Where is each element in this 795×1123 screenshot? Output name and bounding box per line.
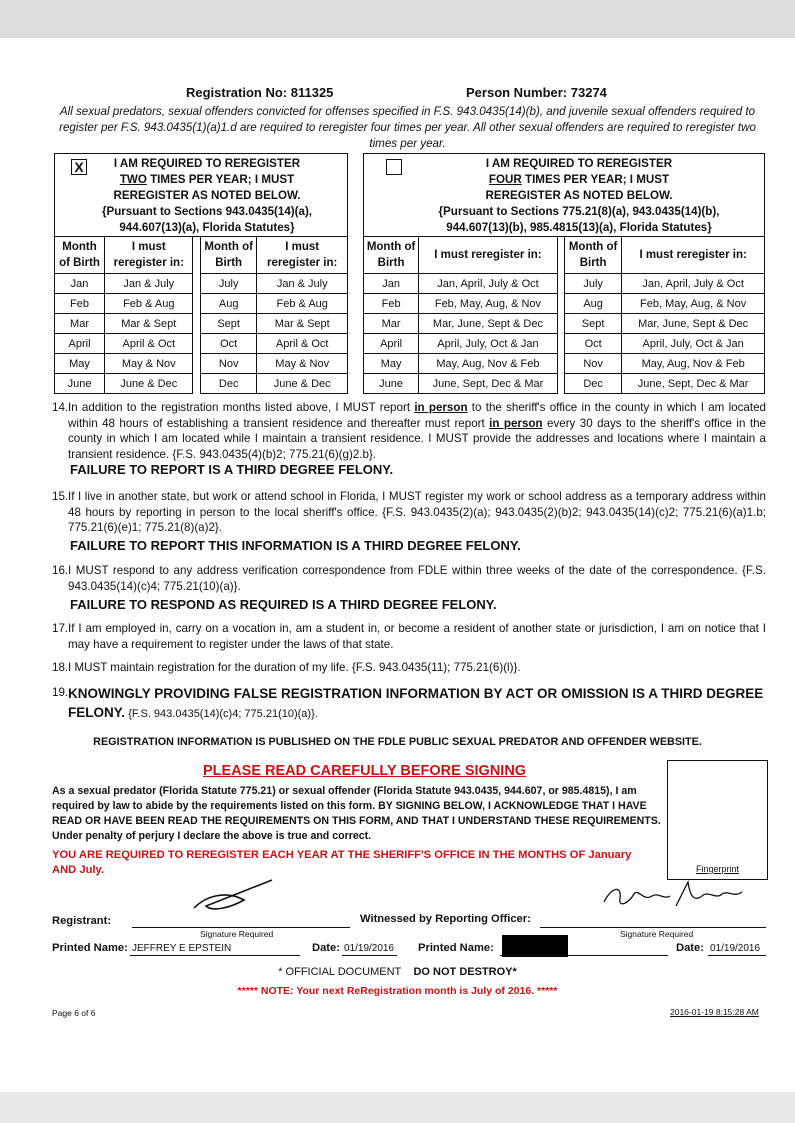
officer-printed-name-label: Printed Name: [418,942,494,954]
page-number: Page 6 of 6 [52,1008,96,1018]
table-cell: April & Oct [105,334,193,354]
item-15: 15. If I live in another state, but work or attend school in Florida, I MUST register my work or school address as a temporary address within 48 hours by reporting in person to the local sheriff's office. {F.S. 943.0435(2)(a); 943.0435(2)(b)2; 943.0435(14)(c)2; 775.21(6)(a)1.b; 775.21(6)(e)1; 775.21(8)(a)2}. [52,490,766,534]
table-cell: Dec [564,374,621,394]
table-cell: Sept [200,314,256,334]
table-cell: Feb [364,294,419,314]
table-cell: Jan, April, July & Oct [622,274,765,294]
officer-date-line [708,955,766,956]
fingerprint-box [667,760,768,880]
scan-bottom-margin [0,1092,795,1123]
table-row [364,334,765,354]
table-header-row [364,237,765,274]
table-cell: April [55,334,105,354]
table-cell: April, July, Oct & Jan [622,334,765,354]
table-row [364,274,765,294]
table-cell [193,334,200,354]
table-cell: Feb & Aug [105,294,193,314]
date-value: 01/19/2016 [344,943,395,954]
col-reregister: I must reregister in: [105,237,193,274]
officer-date-value: 01/19/2016 [710,943,761,954]
acknowledgement-text: As a sexual predator (Florida Statute 775.21) or sexual offender (Florida Statute 943.0435, 944.607, or 985.4815), I am required by law to abide by the requirements listed on this form. BY SIGNING BELOW, I ACKNOWLEDGE THAT I HAVE READ OR HAVE BEEN READ THE REQUIREMENTS ON THIS FORM, AND THAT I UNDERSTAND THESE REQUIREMENTS. Under penalty of perjury I declare the above is true and correct. [52,785,661,842]
table-cell: Oct [564,334,621,354]
printed-name-value: JEFFREY E EPSTEIN [132,943,232,954]
table-cell: Nov [200,354,256,374]
two-times-line1: I AM REQUIRED TO REREGISTER [113,157,301,170]
officer-name-line [500,955,668,956]
table-cell: June & Dec [257,374,348,394]
person-number: Person Number: 73274 [466,85,607,100]
table-cell [193,314,200,334]
four-times-table [363,236,765,394]
col-month: Month of Birth [55,237,105,274]
table-cell: Jan [55,274,105,294]
date-label: Date: [312,942,340,954]
table-row [55,274,348,294]
table-cell: Aug [564,294,621,314]
printed-name-label: Printed Name: [52,942,128,954]
table-cell: July [564,274,621,294]
two-times-line2: TWO TIMES PER YEAR; I MUST [119,173,295,186]
table-cell: April [364,334,419,354]
table-cell: April, July, Oct & Jan [419,334,558,354]
registrant-signature [186,878,276,918]
col-month: Month of Birth [564,237,621,274]
table-row [364,314,765,334]
table-cell: June [55,374,105,394]
item-16: 16. I MUST respond to any address verification correspondence from FDLE within three weeks of the date of the correspondence. {F.S. 943.0435(14)(c)4; 775.21(10)(a)}. [52,564,766,593]
table-cell: July [200,274,256,294]
col-reregister: I must reregister in: [419,237,558,274]
item-15-felony: FAILURE TO REPORT THIS INFORMATION IS A THIRD DEGREE FELONY. [70,538,521,553]
fingerprint-label: Fingerprint [696,864,740,874]
table-cell [557,374,564,394]
item-17: 17. If I am employed in, carry on a vocation in, am a student in, or become a resident of another state or jurisdiction, I am on notice that I may have a requirement to register under the laws of that state. [52,622,766,651]
table-cell: Mar, June, Sept & Dec [419,314,558,334]
item-19: 19. KNOWINGLY PROVIDING FALSE REGISTRATION INFORMATION BY ACT OR OMISSION IS A THIRD DEGREE FELONY. {F.S. 943.0435(14)(c)4; 775.21(10)(a)}. [52,686,764,720]
table-cell: Feb, May, Aug, & Nov [622,294,765,314]
table-cell: Jan & July [257,274,348,294]
officer-signature-required-caption: Signature Required [620,929,694,939]
print-timestamp: 2016-01-19 8:15:28 AM [670,1007,759,1017]
date-line [342,955,397,956]
table-cell [193,374,200,394]
table-cell [557,294,564,314]
col-reregister: I must reregister in: [257,237,348,274]
table-cell: Jan & July [105,274,193,294]
table-cell: Jan, April, July & Oct [419,274,558,294]
four-times-line4: {Pursuant to Sections 775.21(8)(a), 943.0435(14)(b), [438,205,720,218]
officer-date-label: Date: [676,942,704,954]
two-times-table [54,236,348,394]
scan-top-margin [0,0,795,38]
table-row [364,294,765,314]
registration-number: Registration No: 811325 [186,85,334,100]
table-cell: May, Aug, Nov & Feb [622,354,765,374]
table-header-row [55,237,348,274]
registrant-signature-line [132,927,350,928]
officer-signature-line [540,927,766,928]
intro-paragraph: All sexual predators, sexual offenders convicted for offenses specified in F.S. 943.0435(14)(b), and juvenile sexual offenders required to register per F.S. 943.0435(1)(a)1.d are required to reregister four times per year. All other sexual offenders are required to reregister two times per year. [59,105,756,150]
item-18: 18. I MUST maintain registration for the duration of my life. {F.S. 943.0435(11); 775.21(6)(l)}. [52,661,521,674]
two-times-line5: 944.607(13)(a), Florida Statutes} [119,221,295,234]
two-times-checkbox[interactable]: X [71,159,87,175]
item-14: 14. In addition to the registration months listed above, I MUST report in person to the sheriff's office in the county in which I am located within 48 hours of establishing a transient residence and thereafter must report in person every 30 days to the sheriff's office in the county in which I am located while I maintain a transient residence. I MUST provide the addresses and locations where I maintain a transient residence. {F.S. 943.0435(4)(b)2; 775.21(6)(g)2.b}. [52,401,766,461]
table-cell: May [55,354,105,374]
table-cell: Mar [55,314,105,334]
printed-name-line [130,955,300,956]
col-month: Month of Birth [364,237,419,274]
four-times-box [363,153,765,237]
table-cell: May [364,354,419,374]
four-times-line2: FOUR TIMES PER YEAR; I MUST [488,173,670,186]
table-cell: Feb & Aug [257,294,348,314]
table-cell: June & Dec [105,374,193,394]
table-cell: Jan [364,274,419,294]
four-times-line1: I AM REQUIRED TO REREGISTER [485,157,673,170]
published-notice: REGISTRATION INFORMATION IS PUBLISHED ON THE FDLE PUBLIC SEXUAL PREDATOR AND OFFENDER WEBSITE. [93,736,702,748]
table-row [55,294,348,314]
table-cell [193,294,200,314]
table-cell: Mar [364,314,419,334]
item-14-felony: FAILURE TO REPORT IS A THIRD DEGREE FELONY. [70,462,394,477]
redacted-officer-name [502,935,568,957]
four-times-checkbox[interactable] [386,159,402,175]
table-cell: Aug [200,294,256,314]
table-row [55,354,348,374]
two-times-box [54,153,348,237]
table-cell: May, Aug, Nov & Feb [419,354,558,374]
table-cell: Mar & Sept [105,314,193,334]
table-cell [557,334,564,354]
table-cell [557,274,564,294]
four-times-line5: 944.607(13)(b), 985.4815(13)(a), Florida Statutes} [446,221,712,234]
table-cell [557,354,564,374]
witness-label: Witnessed by Reporting Officer: [360,913,531,925]
two-times-line3: REREGISTER AS NOTED BELOW. [113,189,301,202]
official-document-notice: * OFFICIAL DOCUMENT DO NOT DESTROY* [278,966,517,978]
table-cell: Sept [564,314,621,334]
table-cell: Mar & Sept [257,314,348,334]
table-cell [557,237,564,274]
table-cell: Oct [200,334,256,354]
signature-required-caption: Signature Required [200,929,274,939]
table-cell: April & Oct [257,334,348,354]
registrant-label: Registrant: [52,915,112,927]
table-cell [193,354,200,374]
table-cell [193,274,200,294]
table-cell [193,237,200,274]
officer-signature [598,876,748,918]
col-month: Month of Birth [200,237,256,274]
table-cell: Mar, June, Sept & Dec [622,314,765,334]
please-read-heading: PLEASE READ CAREFULLY BEFORE SIGNING [203,763,527,779]
annual-reregister-notice: YOU ARE REQUIRED TO REREGISTER EACH YEAR AT THE SHERIFF'S OFFICE IN THE MONTHS OF January AND July. [52,849,632,876]
table-cell: Feb, May, Aug, & Nov [419,294,558,314]
table-row [55,374,348,394]
table-cell: June, Sept, Dec & Mar [419,374,558,394]
table-row [55,314,348,334]
table-cell: June, Sept, Dec & Mar [622,374,765,394]
table-row [364,374,765,394]
four-times-line3: REREGISTER AS NOTED BELOW. [485,189,673,202]
table-cell: May & Nov [257,354,348,374]
table-cell: Dec [200,374,256,394]
table-cell: May & Nov [105,354,193,374]
table-cell [557,314,564,334]
table-cell: June [364,374,419,394]
next-reregistration-note: ***** NOTE: Your next ReRegistration month is July of 2016. ***** [237,985,558,997]
table-cell: Feb [55,294,105,314]
two-times-line4: {Pursuant to Sections 943.0435(14)(a), [101,205,313,218]
table-cell: Nov [564,354,621,374]
table-row [55,334,348,354]
col-reregister: I must reregister in: [622,237,765,274]
table-row [364,354,765,374]
item-16-felony: FAILURE TO RESPOND AS REQUIRED IS A THIRD DEGREE FELONY. [70,597,497,612]
